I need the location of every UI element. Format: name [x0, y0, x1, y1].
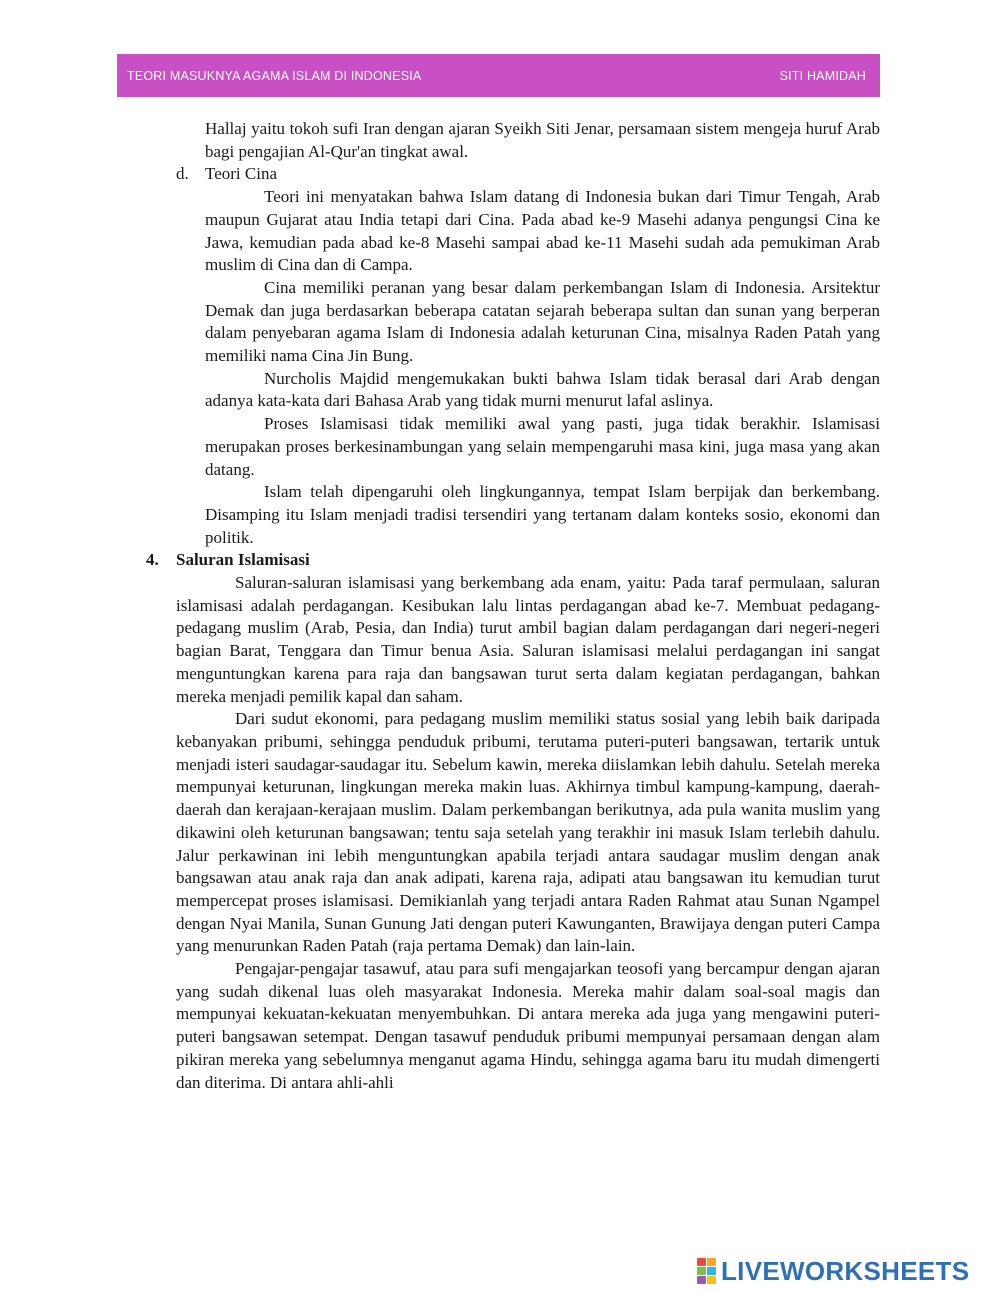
header-author: SITI HAMIDAH — [779, 68, 866, 83]
section-heading — [0, 549, 1000, 572]
logo-text: LIVEWORKSHEETS — [721, 1255, 970, 1286]
continuation-paragraph: Hallaj yaitu tokoh sufi Iran dengan ajaran Syeikh Siti Jenar, persamaan sistem mengeja huruf Arab bagi pengajian Al-Qur'an tingkat awal. — [205, 119, 880, 161]
paragraph: Teori ini menyatakan bahwa Islam datang di Indonesia bukan dari Timur Tengah, Arab maupun Gujarat atau India tetapi dari Cina. Pada abad ke-9 Masehi adanya pengungsi Cina ke Jawa, kemudian pada abad ke-8 Masehi sampai abad ke-11 Masehi sudah ada pemukiman Arab muslim di Cina dan di Campa. — [205, 187, 880, 275]
liveworksheets-logo — [697, 1256, 969, 1286]
paragraph: Pengajar-pengajar tasawuf, atau para sufi mengajarkan teosofi yang bercampur dengan ajaran yang sudah dikenal luas oleh masyarakat Indonesia. Mereka mahir dalam soal-soal magis dan mempunyai kekuatan-kekuatan menyembuhkan. Di antara mereka ada juga yang mengawini puteri-puteri bangsawan setempat. Dengan tasawuf penduduk pribumi mempunyai persamaan dengan alam pikiran mereka yang sebelumnya menganut agama Hindu, sehingga agama baru itu mudah dimengerti dan diterima. Di antara ahli-ahli — [176, 959, 880, 1092]
paragraph: Cina memiliki peranan yang besar dalam perkembangan Islam di Indonesia. Arsitektur Demak dan juga berdasarkan beberapa catatan sejarah beberapa sultan dan sunan yang berperan dalam penyebaran agama Islam di Indonesia adalah keturunan Cina, misalnya Raden Patah yang memiliki nama Cina Jin Bung. — [205, 277, 880, 366]
paragraph: Proses Islamisasi tidak memiliki awal yang pasti, juga tidak berakhir. Islamisasi merupakan proses berkesinambungan yang selain mempengaruhi masa kini, juga masa yang akan datang. — [205, 414, 880, 479]
document-body — [0, 118, 1000, 1094]
logo-icon — [697, 1258, 716, 1284]
list-marker-d: d. — [176, 164, 189, 184]
header-title: TEORI MASUKNYA AGAMA ISLAM DI INDONESIA — [127, 68, 422, 83]
paragraph: Nurcholis Majdid mengemukakan bukti bahwa Islam tidak berasal dari Arab dengan adanya kata-kata dari Bahasa Arab yang tidak murni menurut lafal aslinya. — [205, 368, 880, 411]
paragraph: Saluran-saluran islamisasi yang berkembang ada enam, yaitu: Pada taraf permulaan, saluran islamisasi adalah perdagangan. Kesibukan lalu lintas perdagangan abad ke-7. Membuat pedagang-pedagang muslim (Arab, Pesia, dan India) turut ambil bagian dalam perdagangan dari negeri-negeri bagian Barat, Tenggara dan Timur benua Asia. Saluran islamisasi melalui perdagangan ini sangat menguntungkan karena para raja dan bangsawan turut serta dalam kegiatan perdagangan, bahkan mereka menjadi pemilik kapal dan saham. — [176, 573, 880, 706]
page-header — [117, 54, 880, 97]
paragraph: Dari sudut ekonomi, para pedagang muslim memiliki status sosial yang lebih baik daripada kebanyakan pribumi, sehingga penduduk pribumi, terutama puteri-puteri bangsawan, tertarik untuk menjadi isteri saudagar-saudagar itu. Sebelum kawin, mereka diislamkan lebih dahulu. Setelah mereka mempunyai keturunan, lingkungan mereka makin luas. Akhirnya timbul kampung-kampung, daerah-daerah dan kerajaan-kerajaan muslim. Dalam perkembangan berikutnya, ada pula wanita muslim yang dikawini oleh keturunan bangsawan; tentu saja setelah yang terakhir ini masuk Islam terlebih dahulu. Jalur perkawinan ini lebih menguntungkan apabila terjadi antara saudagar muslim dengan anak bangsawan atau anak raja dan anak adipati, karena raja, adipati atau bangsawan itu kemudian turut mempercepat proses islamisasi. Demikianlah yang terjadi antara Raden Rahmat atau Sunan Ngampel dengan Nyai Manila, Sunan Gunung Jati dengan puteri Kawunganten, Brawijaya dengan puteri Campa yang menurunkan Raden Patah (raja pertama Demak) dan lain-lain. — [176, 709, 880, 956]
paragraph: Islam telah dipengaruhi oleh lingkungannya, tempat Islam berpijak dan berkembang. Disamping itu Islam menjadi tradisi tersendiri yang tertanam dalam konteks sosio, ekonomi dan politik. — [205, 482, 880, 547]
section-title: Saluran Islamisasi — [176, 550, 310, 570]
list-item-d — [0, 163, 1000, 186]
list-item-title: Teori Cina — [205, 164, 277, 184]
section-number: 4. — [146, 550, 159, 570]
